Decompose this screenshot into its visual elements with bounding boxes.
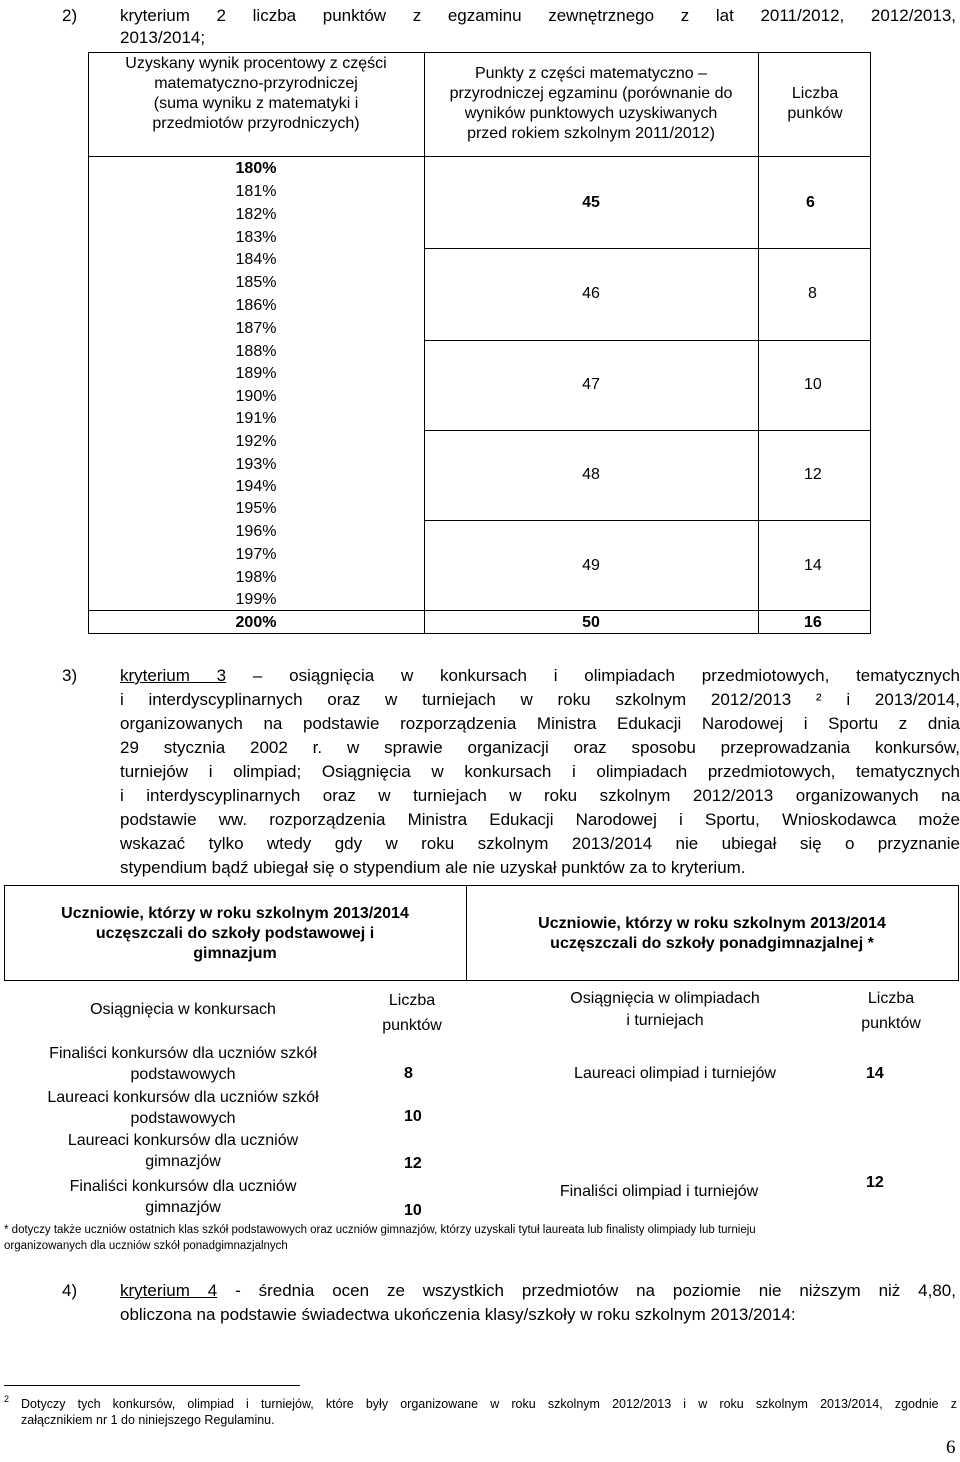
header-count: Liczba punków <box>787 85 843 122</box>
pct-183: 183% <box>235 229 277 246</box>
left-row-label: Finaliści konkursów dla uczniów szkół podstawowych <box>49 1045 317 1083</box>
footnote-2-text: Dotyczy tych konkursów, olimpiad i turniejów, które były organizowane w roku szkolnym 2012/2013 i w roku szkolnym 2013/2014, zgodnie z załącznikiem nr 1 do niniejszego Regulaminu. <box>21 1397 957 1427</box>
criterion-4-link: kryterium 4 <box>120 1281 218 1300</box>
pct-187: 187% <box>235 320 277 337</box>
col-achievements: Osiągnięcia w konkursach <box>90 1001 276 1018</box>
section-4-text: kryterium 4 - średnia ocen ze wszystkich przedmiotów na poziomie nie niższym niż 4,80, obliczona na podstawie świadectwa ukończenia klasy/szkoły w roku szkolnym 2013/2014: <box>120 1281 956 1324</box>
section-4-number: 4) <box>62 1281 78 1300</box>
section-3-line: kryterium 3 – osiągnięcia w konkursach i olimpiadach przedmiotowych, tematycznych <box>120 666 960 685</box>
header-exam-points: Punkty z części matematyczno – przyrodniczej egzaminu (porównanie do wyników punktowych uzyskiwanych przed rokiem szkolnym 2011/2012) <box>449 65 733 142</box>
pct-189: 189% <box>235 365 277 382</box>
table-footnote: * dotyczy także uczniów ostatnich klas szkół podstawowych oraz uczniów gimnazjów, którzy uzyskali tytuł laureata lub finalisty olimpiady lub turnieju organizowanych dla uczniów szkół ponadgimnazjalnych <box>4 1224 756 1252</box>
header-percentage: Uzyskany wynik procentowy z części matematyczno-przyrodniczej (suma wyniku z matematyki i przedmiotów przyrodniczych) <box>125 55 387 132</box>
right-row-points: 14 <box>866 1065 884 1082</box>
pct-198: 198% <box>235 569 277 586</box>
pct-192: 192% <box>235 433 277 450</box>
pct-181: 181% <box>235 183 277 200</box>
row-score: 12 <box>804 466 822 483</box>
section-3-line: organizowanych na podstawie rozporządzenia Ministra Edukacji Narodowej i Sportu z dnia <box>120 714 960 733</box>
row-points: 46 <box>582 285 600 302</box>
footnote-separator <box>4 1385 300 1386</box>
section-3-line: wskazać tylko wtedy gdy w roku szkolnym 2013/2014 nie ubiegał się o przyznanie <box>120 834 960 853</box>
footnote-mark: 2 <box>4 1394 10 1404</box>
left-row-label: Laureaci konkursów dla uczniów szkół podstawowych <box>47 1089 319 1127</box>
right-row-label: Finaliści olimpiad i turniejów <box>559 1183 759 1200</box>
section-3-line: 29 stycznia 2002 r. w sprawie organizacji oraz sposobu przeprowadzania konkursów, <box>120 738 960 757</box>
section-2-number: 2) <box>62 6 78 25</box>
row-score: 14 <box>804 557 822 574</box>
pct-186: 186% <box>235 297 277 314</box>
section-3-line: turniejów i olimpiad; Osiągnięcia w konkursach i olimpiadach przedmiotowych, tematycznych <box>120 762 960 781</box>
pct-188: 188% <box>235 343 277 360</box>
row-points: 50 <box>582 614 600 631</box>
right-row-label: Laureaci olimpiad i turniejów <box>574 1065 776 1082</box>
col-count-left: Liczba punktów <box>382 992 442 1034</box>
pct-182: 182% <box>235 206 277 223</box>
right-group-title: Uczniowie, którzy w roku szkolnym 2013/2014 uczęszczali do szkoły ponadgimnazjalnej * <box>538 915 886 952</box>
pct-190: 190% <box>235 388 277 405</box>
col-count-right: Liczba punktów <box>861 990 921 1032</box>
row-points: 49 <box>582 557 600 574</box>
row-score: 8 <box>808 285 817 302</box>
pct-180: 180% <box>235 160 277 177</box>
left-row-points: 8 <box>404 1065 413 1082</box>
left-row-points: 12 <box>404 1155 422 1172</box>
pct-193: 193% <box>235 456 277 473</box>
pct-199: 199% <box>235 591 277 608</box>
row-score: 10 <box>804 376 822 393</box>
row-points: 48 <box>582 466 600 483</box>
right-row-points: 12 <box>866 1174 884 1191</box>
row-points: 47 <box>582 376 600 393</box>
criterion-3-link: kryterium 3 <box>120 666 227 685</box>
section-3-line: podstawie ww. rozporządzenia Ministra Edukacji Narodowej i Sportu, Wnioskodawca może <box>120 810 960 829</box>
row-score: 16 <box>804 614 822 631</box>
row-score: 6 <box>806 194 815 211</box>
pct-196: 196% <box>235 523 277 540</box>
row-points: 45 <box>582 194 600 211</box>
section-3-line: i interdyscyplinarnych oraz w turniejach w roku szkolnym 2012/2013 organizowanych na <box>120 786 960 805</box>
section-3-line: i interdyscyplinarnych oraz w turniejach w roku szkolnym 2012/2013 ² i 2013/2014, <box>120 690 960 709</box>
left-row-label: Finaliści konkursów dla uczniów gimnazjów <box>69 1178 297 1216</box>
pct-184: 184% <box>235 251 277 268</box>
section-3-line: stypendium bądź ubiegał się o stypendium ale nie uzyskał punktów za to kryterium. <box>120 858 746 877</box>
pct-194: 194% <box>235 478 277 495</box>
pct-200: 200% <box>235 614 277 631</box>
col-olympiads: Osiągnięcia w olimpiadach i turniejach <box>570 990 760 1029</box>
pct-197: 197% <box>235 546 277 563</box>
page-number: 6 <box>946 1437 956 1458</box>
pct-185: 185% <box>235 274 277 291</box>
left-row-points: 10 <box>404 1202 422 1219</box>
section-2-heading: kryterium 2 liczba punktów z egzaminu zewnętrznego z lat 2011/2012, 2012/2013, <box>120 6 956 25</box>
pct-191: 191% <box>235 410 277 427</box>
section-2-heading-cont: 2013/2014; <box>120 28 206 47</box>
section-3-text <box>120 664 960 880</box>
left-group-title: Uczniowie, którzy w roku szkolnym 2013/2014 uczęszczali do szkoły podstawowej i gimnazjum <box>61 905 409 962</box>
pct-195: 195% <box>235 500 277 517</box>
left-row-points: 10 <box>404 1108 422 1125</box>
left-row-label: Laureaci konkursów dla uczniów gimnazjów <box>67 1132 299 1170</box>
section-3-number: 3) <box>62 666 78 685</box>
